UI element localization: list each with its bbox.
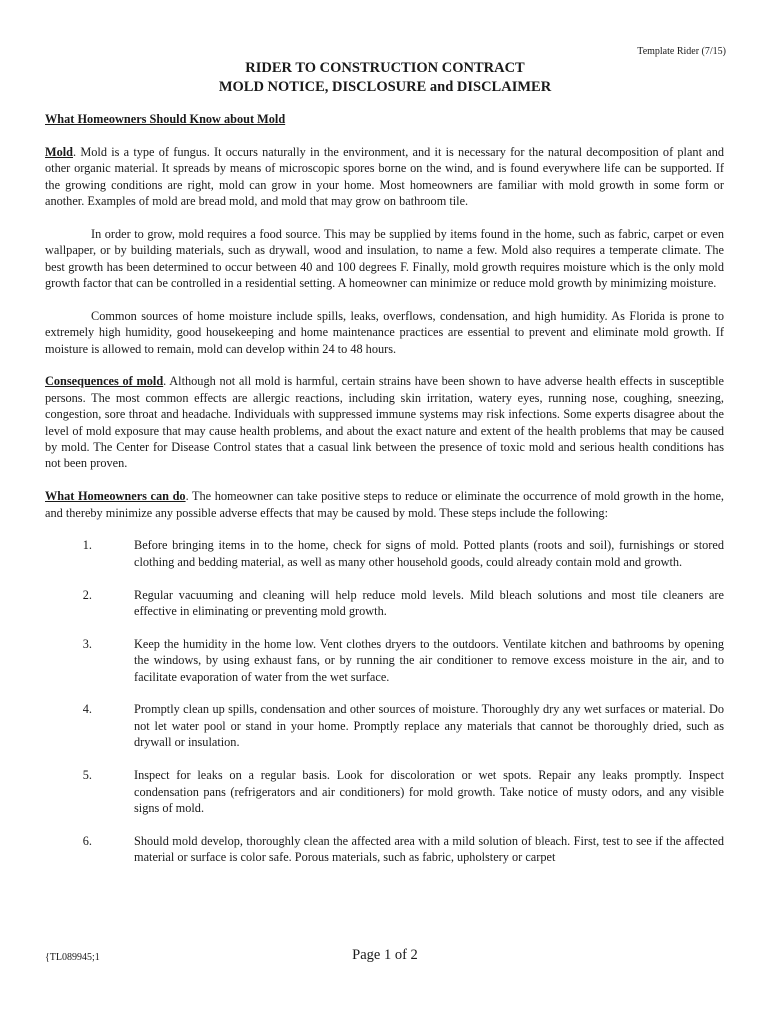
list-text: Should mold develop, thoroughly clean the affected area with a mild solution of bleach. First, test to see if the affected material or surface is color safe. Porous materials, such as fabric, upholstery or carpet [134,833,724,865]
list-item [45,636,724,685]
list-text: Inspect for leaks on a regular basis. Look for discoloration or wet spots. Repair any leaks promptly. Inspect condensation pans (refrigerators and air conditioners) for mold growth. Take notice of musty odors, and any visible signs of mold. [134,768,724,815]
mold-body: . Mold is a type of fungus. It occurs naturally in the environment, and it is necessary for the natural decomposition of plant and other organic material. It spreads by means of microscopic spores borne on the wind, and is found everywhere life can be supported. If the growing conditions are right, mold can grow in your home. Most homeowners are familiar with mold growth in some form or another. Examples of mold are bread mold, and mold that may grow on bathroom tile. [45,144,724,209]
list-number: 3. [82,636,92,651]
what-to-do-body: . The homeowner can take positive steps to reduce or eliminate the occurrence of mold growth in the home, and thereby minimize any possible adverse effects that may be caused by mold. These steps include the following: [45,489,724,520]
what-to-do-heading: What Homeowners can do [45,489,186,504]
document-title-line-1: RIDER TO CONSTRUCTION CONTRACT [245,60,525,76]
list-item [45,833,724,866]
mold-heading: Mold [45,144,74,159]
list-item [45,587,724,620]
list-item [45,701,724,750]
paragraph-what-to-do [45,488,724,521]
list-number: 2. [82,587,92,602]
consequences-heading: Consequences of mold [45,374,164,389]
list-text: Keep the humidity in the home low. Vent clothes dryers to the outdoors. Ventilate kitchen and bathrooms by opening the windows, by using exhaust fans, or by running the air conditioner to remove excess moisture in the air, and to facilitate evaporation of water from the wet surface. [134,636,724,684]
paragraph-moisture-sources: Common sources of home moisture include spills, leaks, overflows, condensation, and high humidity. As Florida is prone to extremely high humidity, good housekeeping and home maintenance practices are essential to prevent and eliminate mold growth. If moisture is allowed to remain, mold can develop within 24 to 48 hours. [45,308,724,356]
paragraph-mold [45,144,724,210]
list-item [45,767,724,816]
list-number: 1. [82,538,92,553]
list-number: 6. [82,833,92,848]
page-number: Page 1 of 2 [352,947,418,963]
section-heading: What Homeowners Should Know about Mold [45,112,286,126]
list-text: Regular vacuuming and cleaning will help reduce mold levels. Mild bleach solutions and most tile cleaners are effective in eliminating or preventing mold growth. [134,587,724,619]
document-title-line-2: MOLD NOTICE, DISCLOSURE and DISCLAIMER [218,79,552,95]
list-number: 4. [82,702,92,717]
consequences-body: . Although not all mold is harmful, certain strains have been shown to have adverse health effects in susceptible persons. The most common effects are allergic reactions, including skin irritation, watery eyes, running nose, coughing, sneezing, congestion, sore throat and headache. Individuals with suppressed immune systems may risk infections. Some experts disagree about the level of mold exposure that may cause health problems, and about the exact nature and extent of the health problems that may be caused by mold. The Center for Disease Control states that a casual link between the presence of toxic mold and serious health conditions has not been proven. [45,374,724,471]
steps-list [45,537,724,865]
list-item [45,537,724,570]
list-number: 5. [82,768,92,783]
footer-document-reference: {TL089945;1 [45,952,100,963]
paragraph-food-source: In order to grow, mold requires a food source. This may be supplied by items found in the home, such as fabric, carpet or even wallpaper, or by building materials, such as drywall, wood and insulation, to name a few. Mold also requires a temperate climate. The best growth has been determined to occur between 40 and 100 degrees F. Finally, mold growth requires moisture which is the only mold growth factor that can be controlled in a residential setting. A homeowner can minimize or reduce mold growth by minimizing moisture. [45,226,724,291]
paragraph-consequences [45,373,724,471]
template-reference: Template Rider (7/15) [637,46,726,57]
list-text: Promptly clean up spills, condensation and other sources of moisture. Thoroughly dry any wet surfaces or material. Do not let water pool or stand in your home. Promptly replace any materials that cannot be thoroughly dried, such as drywall or insulation. [134,702,724,750]
list-text: Before bringing items in to the home, check for signs of mold. Potted plants (roots and soil), furnishings or stored clothing and bedding material, as well as many other household goods, could already contain mold and growth. [134,538,724,569]
document-body [45,111,724,882]
